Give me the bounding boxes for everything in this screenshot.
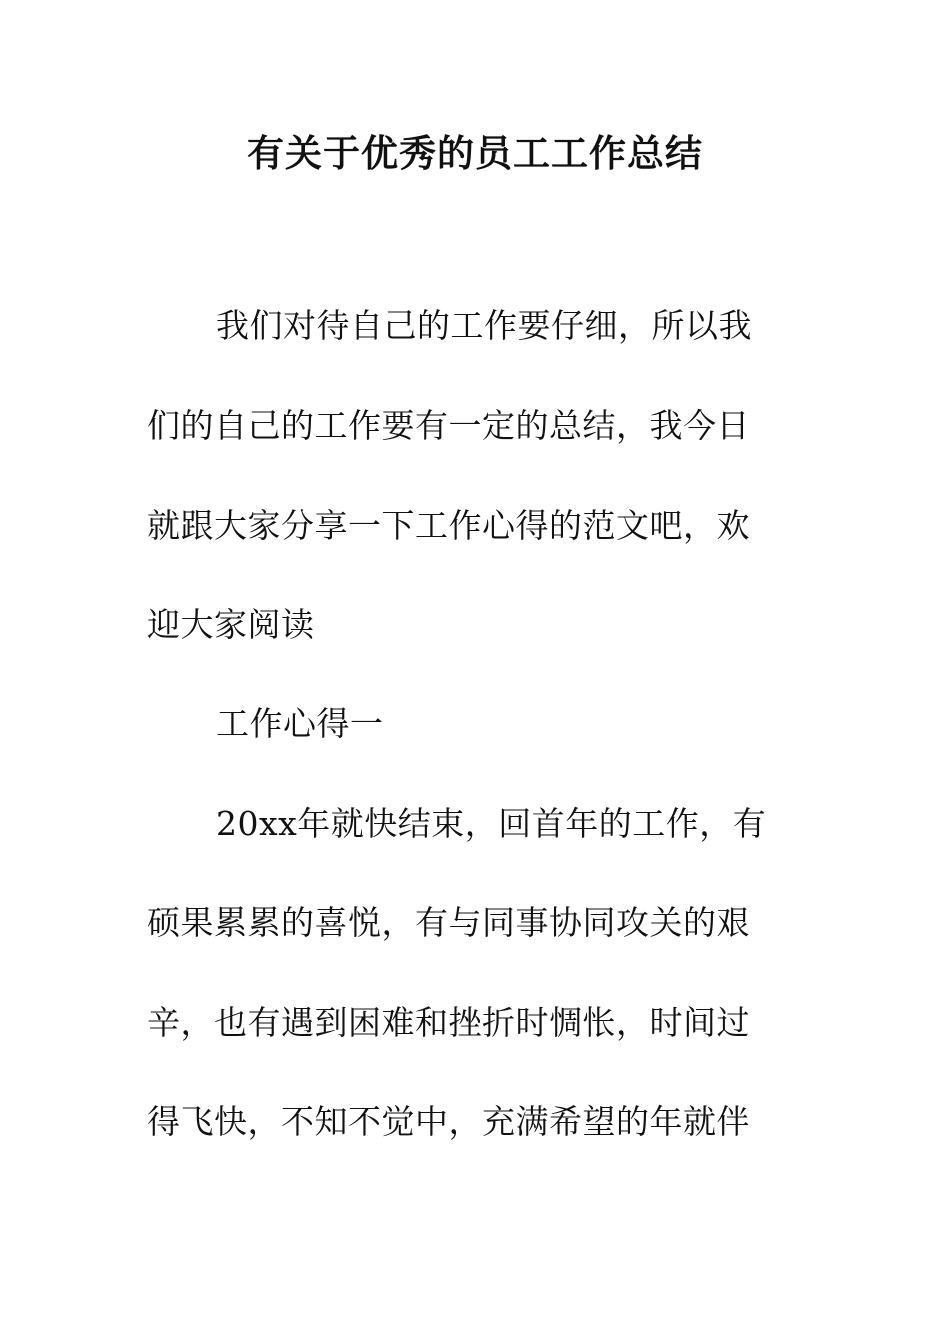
paragraph-line: 就跟大家分享一下工作心得的范文吧，欢 [147,506,750,545]
paragraph-line: 硕果累累的喜悦，有与同事协同攻关的艰 [147,903,750,942]
paragraph-line: 我们对待自己的工作要仔细，所以我 [216,306,752,345]
paragraph-line: 辛，也有遇到困难和挫折时惆怅，时间过 [147,1003,750,1042]
paragraph-line: 们的自己的工作要有一定的总结，我今日 [147,406,750,445]
paragraph-line: 得飞快，不知不觉中，充满希望的年就伴 [147,1102,750,1141]
paragraph-line: 迎大家阅读 [147,605,315,644]
document-title: 有关于优秀的员工工作总结 [247,132,703,175]
section-heading: 工作心得一 [216,704,384,743]
paragraph-line: 20xx年就快结束，回首年的工作，有 [216,804,767,843]
